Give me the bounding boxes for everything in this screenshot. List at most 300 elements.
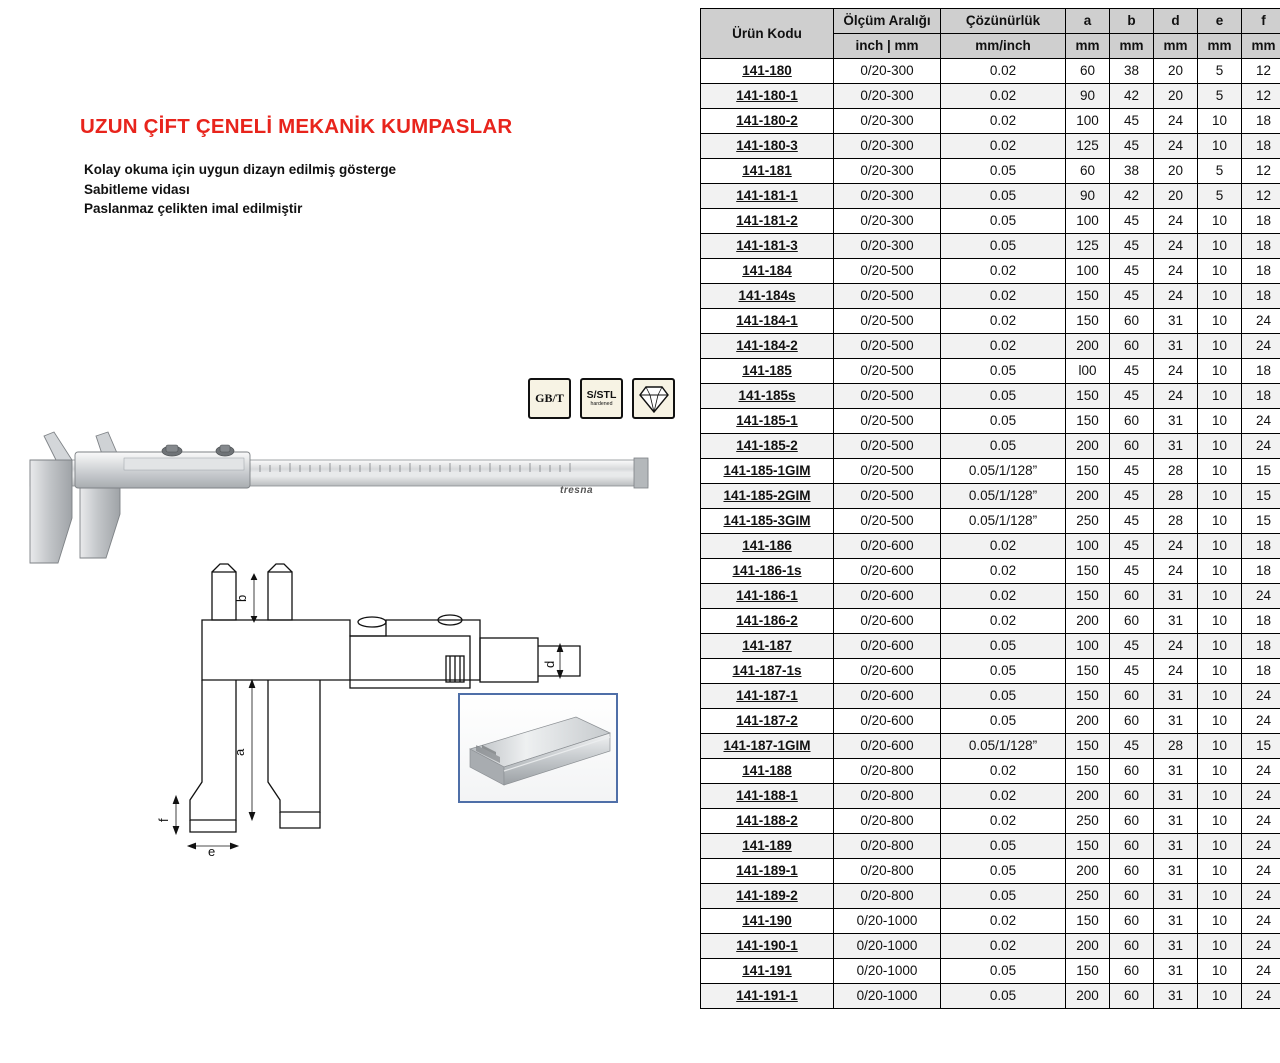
cell-a: 150	[1066, 284, 1110, 309]
cell-range: 0/20-800	[834, 884, 941, 909]
product-code-link[interactable]: 141-189-2	[701, 884, 834, 909]
table-row	[701, 934, 1280, 959]
product-code-link[interactable]: 141-187-1	[701, 684, 834, 709]
product-code-link[interactable]: 141-184-2	[701, 334, 834, 359]
cell-b: 45	[1110, 284, 1154, 309]
table-row	[701, 659, 1280, 684]
product-code-link[interactable]: 141-185-1	[701, 409, 834, 434]
cell-range: 0/20-800	[834, 859, 941, 884]
product-code-link[interactable]: 141-185-2	[701, 434, 834, 459]
product-code-link[interactable]: 141-184-1	[701, 309, 834, 334]
cell-a: 150	[1066, 734, 1110, 759]
cell-d: 31	[1154, 434, 1198, 459]
cell-e: 10	[1198, 859, 1242, 884]
cell-e: 10	[1198, 909, 1242, 934]
cell-range: 0/20-600	[834, 609, 941, 634]
cell-f: 18	[1242, 559, 1280, 584]
table-row	[701, 459, 1280, 484]
cell-f: 24	[1242, 434, 1280, 459]
cell-res: 0.02	[941, 134, 1066, 159]
cell-f: 15	[1242, 484, 1280, 509]
cell-a: 150	[1066, 584, 1110, 609]
cell-range: 0/20-500	[834, 334, 941, 359]
product-code-link[interactable]: 141-188-2	[701, 809, 834, 834]
sstl-badge-label: S/STL	[586, 388, 617, 401]
cell-d: 24	[1154, 634, 1198, 659]
cell-f: 15	[1242, 459, 1280, 484]
cell-a: 150	[1066, 759, 1110, 784]
cell-a: 100	[1066, 209, 1110, 234]
table-row	[701, 484, 1280, 509]
cell-range: 0/20-500	[834, 259, 941, 284]
table-row	[701, 884, 1280, 909]
cell-b: 60	[1110, 434, 1154, 459]
cell-res: 0.02	[941, 259, 1066, 284]
cell-range: 0/20-800	[834, 784, 941, 809]
cell-a: 100	[1066, 259, 1110, 284]
cell-f: 24	[1242, 334, 1280, 359]
cell-d: 24	[1154, 559, 1198, 584]
cell-e: 10	[1198, 259, 1242, 284]
cell-d: 20	[1154, 59, 1198, 84]
header-range-unit: inch | mm	[834, 34, 941, 59]
table-row	[701, 109, 1280, 134]
certification-badges	[528, 378, 675, 419]
cell-e: 10	[1198, 659, 1242, 684]
cell-a: 250	[1066, 884, 1110, 909]
header-unit-e: mm	[1198, 34, 1242, 59]
diamond-badge	[632, 378, 675, 419]
cell-res: 0.05	[941, 434, 1066, 459]
feature-item: Sabitleme vidası	[84, 181, 190, 197]
cell-b: 45	[1110, 234, 1154, 259]
cell-e: 10	[1198, 734, 1242, 759]
cell-d: 28	[1154, 734, 1198, 759]
table-row	[701, 759, 1280, 784]
table-header-row-1	[701, 9, 1280, 34]
cell-f: 24	[1242, 684, 1280, 709]
cell-f: 12	[1242, 84, 1280, 109]
cell-b: 60	[1110, 609, 1154, 634]
cell-res: 0.05	[941, 409, 1066, 434]
table-row	[701, 309, 1280, 334]
cell-b: 60	[1110, 684, 1154, 709]
product-code-link[interactable]: 141-181-2	[701, 209, 834, 234]
cell-f: 15	[1242, 509, 1280, 534]
product-code-link[interactable]: 141-187-1s	[701, 659, 834, 684]
table-row	[701, 234, 1280, 259]
cell-b: 45	[1110, 384, 1154, 409]
cell-d: 31	[1154, 709, 1198, 734]
table-row	[701, 584, 1280, 609]
cell-b: 60	[1110, 409, 1154, 434]
cell-f: 24	[1242, 834, 1280, 859]
cell-a: 150	[1066, 684, 1110, 709]
cell-f: 24	[1242, 709, 1280, 734]
cell-e: 5	[1198, 184, 1242, 209]
cell-b: 45	[1110, 359, 1154, 384]
cell-res: 0.05	[941, 209, 1066, 234]
cell-b: 38	[1110, 159, 1154, 184]
cell-res: 0.02	[941, 609, 1066, 634]
cell-a: 60	[1066, 59, 1110, 84]
table-row	[701, 384, 1280, 409]
cell-e: 10	[1198, 334, 1242, 359]
cell-f: 18	[1242, 234, 1280, 259]
product-code-link[interactable]: 141-181	[701, 159, 834, 184]
cell-f: 24	[1242, 934, 1280, 959]
cell-e: 10	[1198, 534, 1242, 559]
cell-range: 0/20-500	[834, 359, 941, 384]
table-row	[701, 59, 1280, 84]
header-unit-f: mm	[1242, 34, 1280, 59]
cell-e: 10	[1198, 509, 1242, 534]
cell-range: 0/20-1000	[834, 984, 941, 1009]
cell-d: 31	[1154, 959, 1198, 984]
cell-e: 10	[1198, 434, 1242, 459]
table-row	[701, 434, 1280, 459]
cell-e: 10	[1198, 684, 1242, 709]
cell-res: 0.02	[941, 909, 1066, 934]
product-code-link[interactable]: 141-180-1	[701, 84, 834, 109]
cell-range: 0/20-300	[834, 209, 941, 234]
product-code-link[interactable]: 141-180-2	[701, 109, 834, 134]
sstl-badge	[580, 378, 623, 419]
cell-d: 24	[1154, 359, 1198, 384]
cell-a: 250	[1066, 809, 1110, 834]
brand-label: tresna	[560, 485, 594, 496]
cell-a: 125	[1066, 234, 1110, 259]
cell-b: 60	[1110, 759, 1154, 784]
gbt-badge	[528, 378, 571, 419]
cell-res: 0.05	[941, 959, 1066, 984]
cell-f: 24	[1242, 859, 1280, 884]
table-row	[701, 784, 1280, 809]
cell-a: 200	[1066, 609, 1110, 634]
product-code-link[interactable]: 141-184s	[701, 284, 834, 309]
cell-a: 125	[1066, 134, 1110, 159]
cell-e: 10	[1198, 984, 1242, 1009]
cell-f: 18	[1242, 109, 1280, 134]
cell-e: 10	[1198, 609, 1242, 634]
cell-res: 0.05	[941, 359, 1066, 384]
cell-res: 0.05/1/128”	[941, 509, 1066, 534]
table-row	[701, 809, 1280, 834]
cell-res: 0.02	[941, 59, 1066, 84]
cell-range: 0/20-600	[834, 559, 941, 584]
cell-d: 24	[1154, 534, 1198, 559]
cell-range: 0/20-600	[834, 709, 941, 734]
cell-b: 45	[1110, 109, 1154, 134]
product-code-link[interactable]: 141-189	[701, 834, 834, 859]
cell-a: 200	[1066, 334, 1110, 359]
cell-range: 0/20-1000	[834, 959, 941, 984]
cell-f: 24	[1242, 884, 1280, 909]
cell-d: 24	[1154, 284, 1198, 309]
product-code-link[interactable]: 141-186	[701, 534, 834, 559]
cell-f: 18	[1242, 359, 1280, 384]
table-head	[701, 9, 1280, 59]
cell-res: 0.02	[941, 309, 1066, 334]
cell-range: 0/20-500	[834, 509, 941, 534]
cell-range: 0/20-500	[834, 284, 941, 309]
product-code-link[interactable]: 141-191	[701, 959, 834, 984]
cell-a: 90	[1066, 184, 1110, 209]
product-code-link[interactable]: 141-187	[701, 634, 834, 659]
cell-f: 24	[1242, 809, 1280, 834]
header-unit-a: mm	[1066, 34, 1110, 59]
cell-a: 150	[1066, 959, 1110, 984]
table-row	[701, 709, 1280, 734]
product-code-link[interactable]: 141-184	[701, 259, 834, 284]
cell-e: 10	[1198, 959, 1242, 984]
cell-e: 10	[1198, 309, 1242, 334]
cell-a: 100	[1066, 634, 1110, 659]
cell-range: 0/20-600	[834, 634, 941, 659]
cell-f: 24	[1242, 409, 1280, 434]
cell-d: 20	[1154, 184, 1198, 209]
cell-b: 45	[1110, 534, 1154, 559]
header-product-code: Ürün Kodu	[701, 9, 834, 59]
cell-range: 0/20-600	[834, 584, 941, 609]
table-body	[701, 59, 1280, 1009]
product-code-link[interactable]: 141-185	[701, 359, 834, 384]
cell-b: 60	[1110, 584, 1154, 609]
cell-a: 100	[1066, 534, 1110, 559]
table-row	[701, 734, 1280, 759]
cell-b: 45	[1110, 259, 1154, 284]
feature-item: Kolay okuma için uygun dizayn edilmiş gösterge	[84, 162, 397, 177]
cell-range: 0/20-1000	[834, 934, 941, 959]
product-code-link[interactable]: 141-190-1	[701, 934, 834, 959]
product-code-link[interactable]: 141-186-2	[701, 609, 834, 634]
cell-e: 10	[1198, 384, 1242, 409]
header-col-f: f	[1242, 9, 1280, 34]
page-title: UZUN ÇİFT ÇENELİ MEKANİK KUMPASLAR	[80, 115, 513, 138]
cell-b: 45	[1110, 484, 1154, 509]
cell-a: 200	[1066, 784, 1110, 809]
cell-d: 24	[1154, 259, 1198, 284]
cell-res: 0.05	[941, 184, 1066, 209]
cell-b: 45	[1110, 134, 1154, 159]
cell-e: 10	[1198, 834, 1242, 859]
cell-f: 18	[1242, 634, 1280, 659]
cell-d: 31	[1154, 584, 1198, 609]
cell-d: 31	[1154, 309, 1198, 334]
cell-res: 0.05	[941, 984, 1066, 1009]
cell-range: 0/20-300	[834, 109, 941, 134]
product-code-link[interactable]: 141-181-3	[701, 234, 834, 259]
cell-f: 24	[1242, 309, 1280, 334]
cell-range: 0/20-300	[834, 84, 941, 109]
cell-f: 18	[1242, 609, 1280, 634]
product-code-link[interactable]: 141-181-1	[701, 184, 834, 209]
table-row	[701, 909, 1280, 934]
cell-range: 0/20-600	[834, 659, 941, 684]
cell-range: 0/20-500	[834, 484, 941, 509]
cell-b: 45	[1110, 459, 1154, 484]
cell-res: 0.05	[941, 709, 1066, 734]
product-code-link[interactable]: 141-188-1	[701, 784, 834, 809]
cell-e: 5	[1198, 59, 1242, 84]
cell-e: 5	[1198, 84, 1242, 109]
product-code-link[interactable]: 141-190	[701, 909, 834, 934]
cell-e: 10	[1198, 209, 1242, 234]
table-row	[701, 634, 1280, 659]
cell-e: 10	[1198, 109, 1242, 134]
table-row	[701, 334, 1280, 359]
table-row	[701, 559, 1280, 584]
cell-b: 60	[1110, 909, 1154, 934]
cell-f: 24	[1242, 959, 1280, 984]
cell-res: 0.05	[941, 859, 1066, 884]
cell-e: 10	[1198, 134, 1242, 159]
dimension-label-f: f	[156, 818, 171, 822]
cell-d: 31	[1154, 784, 1198, 809]
table-row	[701, 684, 1280, 709]
cell-b: 60	[1110, 784, 1154, 809]
dimension-label-a: a	[232, 748, 247, 756]
cell-range: 0/20-500	[834, 434, 941, 459]
cell-d: 20	[1154, 84, 1198, 109]
product-code-link[interactable]: 141-185-2GIM	[701, 484, 834, 509]
cell-f: 18	[1242, 659, 1280, 684]
sstl-badge-sublabel: hardened	[590, 400, 613, 407]
product-code-link[interactable]: 141-180	[701, 59, 834, 84]
cell-d: 28	[1154, 484, 1198, 509]
cell-res: 0.05	[941, 884, 1066, 909]
cell-a: 200	[1066, 484, 1110, 509]
cell-d: 24	[1154, 134, 1198, 159]
product-code-link[interactable]: 141-188	[701, 759, 834, 784]
cell-f: 24	[1242, 584, 1280, 609]
cell-e: 10	[1198, 809, 1242, 834]
cell-b: 60	[1110, 984, 1154, 1009]
cell-range: 0/20-500	[834, 384, 941, 409]
product-code-link[interactable]: 141-180-3	[701, 134, 834, 159]
cell-res: 0.05	[941, 234, 1066, 259]
table-row	[701, 534, 1280, 559]
product-code-link[interactable]: 141-186-1s	[701, 559, 834, 584]
cell-res: 0.05	[941, 684, 1066, 709]
cell-e: 10	[1198, 359, 1242, 384]
cell-a: 250	[1066, 509, 1110, 534]
header-resolution-unit: mm/inch	[941, 34, 1066, 59]
cell-d: 24	[1154, 384, 1198, 409]
cell-a: 150	[1066, 459, 1110, 484]
table-row	[701, 159, 1280, 184]
cell-res: 0.05/1/128”	[941, 484, 1066, 509]
product-code-link[interactable]: 141-189-1	[701, 859, 834, 884]
cell-f: 18	[1242, 259, 1280, 284]
cell-a: 150	[1066, 559, 1110, 584]
specification-table	[700, 8, 1280, 1009]
product-code-link[interactable]: 141-185-3GIM	[701, 509, 834, 534]
cell-range: 0/20-300	[834, 134, 941, 159]
cell-res: 0.05	[941, 384, 1066, 409]
product-code-link[interactable]: 141-186-1	[701, 584, 834, 609]
cell-e: 10	[1198, 884, 1242, 909]
header-measuring-range: Ölçüm Aralığı	[834, 9, 941, 34]
table-row	[701, 959, 1280, 984]
product-code-link[interactable]: 141-187-2	[701, 709, 834, 734]
header-col-d: d	[1154, 9, 1198, 34]
cell-res: 0.02	[941, 784, 1066, 809]
cell-res: 0.02	[941, 84, 1066, 109]
cell-res: 0.02	[941, 584, 1066, 609]
dimension-label-b: b	[234, 594, 249, 602]
cell-e: 10	[1198, 634, 1242, 659]
cell-d: 31	[1154, 984, 1198, 1009]
specification-table-container	[700, 8, 1276, 1009]
cell-range: 0/20-300	[834, 184, 941, 209]
cell-f: 18	[1242, 534, 1280, 559]
cell-e: 10	[1198, 484, 1242, 509]
cell-f: 24	[1242, 759, 1280, 784]
beam-section-image	[460, 695, 616, 801]
cell-f: 12	[1242, 159, 1280, 184]
cell-a: l00	[1066, 359, 1110, 384]
cell-e: 10	[1198, 709, 1242, 734]
cell-b: 60	[1110, 934, 1154, 959]
cell-range: 0/20-800	[834, 834, 941, 859]
cell-e: 10	[1198, 284, 1242, 309]
table-row	[701, 509, 1280, 534]
cell-e: 10	[1198, 784, 1242, 809]
cell-b: 60	[1110, 859, 1154, 884]
diamond-icon	[639, 385, 669, 413]
cell-a: 60	[1066, 159, 1110, 184]
cell-f: 15	[1242, 734, 1280, 759]
cell-d: 31	[1154, 934, 1198, 959]
product-code-link[interactable]: 141-191-1	[701, 984, 834, 1009]
cell-a: 200	[1066, 934, 1110, 959]
table-row	[701, 259, 1280, 284]
cell-b: 60	[1110, 959, 1154, 984]
cell-d: 31	[1154, 859, 1198, 884]
cell-d: 31	[1154, 909, 1198, 934]
cell-e: 5	[1198, 159, 1242, 184]
cell-res: 0.02	[941, 534, 1066, 559]
cell-b: 60	[1110, 834, 1154, 859]
table-row	[701, 184, 1280, 209]
header-unit-d: mm	[1154, 34, 1198, 59]
cell-res: 0.05	[941, 634, 1066, 659]
cell-range: 0/20-300	[834, 234, 941, 259]
cell-d: 24	[1154, 209, 1198, 234]
dimension-label-e: e	[208, 844, 216, 859]
cell-d: 24	[1154, 234, 1198, 259]
cell-b: 45	[1110, 659, 1154, 684]
cell-d: 31	[1154, 334, 1198, 359]
cell-a: 150	[1066, 834, 1110, 859]
cell-b: 45	[1110, 559, 1154, 584]
cell-e: 10	[1198, 934, 1242, 959]
header-col-a: a	[1066, 9, 1110, 34]
cell-b: 42	[1110, 84, 1154, 109]
product-code-link[interactable]: 141-187-1GIM	[701, 734, 834, 759]
cell-a: 150	[1066, 309, 1110, 334]
product-code-link[interactable]: 141-185-1GIM	[701, 459, 834, 484]
cell-b: 60	[1110, 334, 1154, 359]
cell-range: 0/20-800	[834, 759, 941, 784]
cell-f: 24	[1242, 984, 1280, 1009]
product-code-link[interactable]: 141-185s	[701, 384, 834, 409]
cell-a: 200	[1066, 859, 1110, 884]
cell-b: 45	[1110, 209, 1154, 234]
cell-b: 60	[1110, 884, 1154, 909]
cell-a: 200	[1066, 984, 1110, 1009]
